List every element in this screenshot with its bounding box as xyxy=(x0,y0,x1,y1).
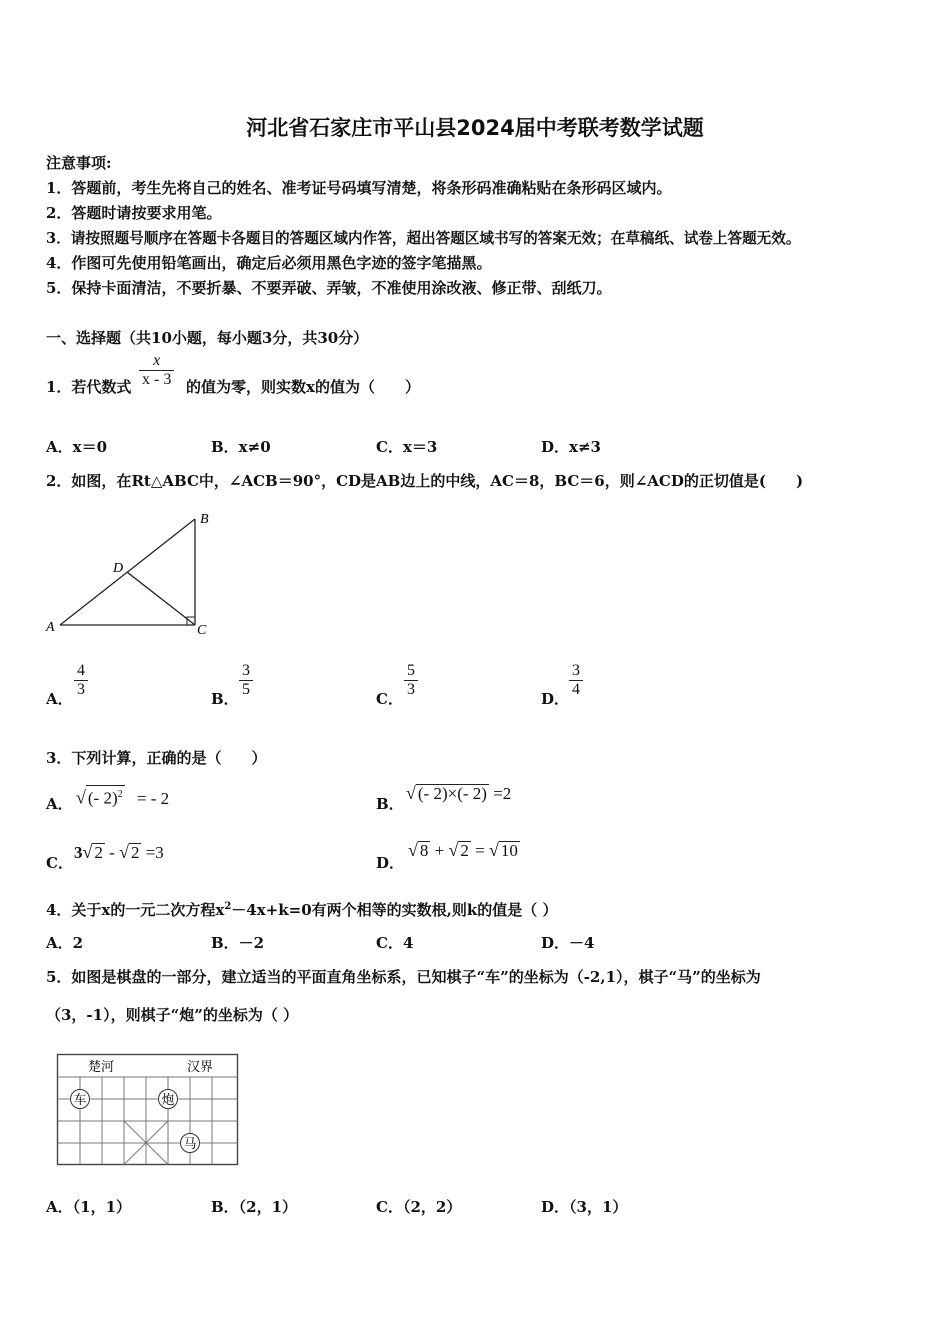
q1-option-a[interactable]: A．x＝0 xyxy=(46,438,108,456)
q4-option-d[interactable]: D．－4 xyxy=(541,934,595,952)
ma-label: 马 xyxy=(183,1136,197,1151)
coefficient: 3 xyxy=(74,843,83,862)
sqrt-symbol: √ xyxy=(406,783,416,803)
q4-suffix: －4x+k=0有两个相等的实数根,则k的值是（ ） xyxy=(231,901,558,919)
label-d: D xyxy=(113,561,124,576)
label-b: B xyxy=(200,512,209,527)
notice-item: 3．请按照题号顺序在答题卡各题目的答题区域内作答，超出答题区域书写的答案无效；在草稿纸、试卷上答题无效。 xyxy=(46,230,801,247)
radicand: 2 xyxy=(94,843,103,862)
q2-option-d-letter[interactable]: D． xyxy=(541,690,570,708)
frac-den: 4 xyxy=(569,680,583,699)
frac-den: 5 xyxy=(239,680,253,699)
q1-suffix: 的值为零，则实数x的值为（ ） xyxy=(186,378,420,396)
notice-item: 1．答题前，考生先将自己的姓名、准考证号码填写清楚，将条形码准确粘贴在条形码区域内。 xyxy=(46,179,672,197)
operator: - xyxy=(109,843,115,862)
sqrt-symbol: √ xyxy=(408,840,418,860)
q5-option-a[interactable]: A．（1，1） xyxy=(46,1198,132,1216)
q4-option-a[interactable]: A．2 xyxy=(46,934,84,952)
frac-num: 3 xyxy=(572,662,580,679)
q3-option-c-letter[interactable]: C． xyxy=(46,854,73,872)
label-c: C xyxy=(197,623,207,638)
notice-heading: 注意事项: xyxy=(46,154,112,172)
q3-option-b-letter[interactable]: B． xyxy=(376,795,404,813)
q3-option-b-expr xyxy=(406,783,511,804)
q2-option-b-letter[interactable]: B． xyxy=(211,690,239,708)
q5-option-b[interactable]: B．（2，1） xyxy=(211,1198,298,1216)
q3-option-c-expr xyxy=(74,842,164,863)
q1-option-b[interactable]: B．x≠0 xyxy=(211,438,271,456)
operator: + xyxy=(434,841,445,860)
sqrt-symbol: √ xyxy=(488,840,499,860)
q1-frac-den: x - 3 xyxy=(139,370,174,389)
radicand: (- 2)×(- 2) xyxy=(417,784,487,803)
q4-option-c[interactable]: C．4 xyxy=(376,934,414,952)
q5-option-d[interactable]: D．（3，1） xyxy=(541,1198,628,1216)
q1-option-d[interactable]: D．x≠3 xyxy=(541,438,601,456)
q2-option-a-letter[interactable]: A． xyxy=(46,690,73,708)
sqrt-symbol: √ xyxy=(76,787,86,808)
operator: = xyxy=(475,841,485,860)
chu-he-label: 楚河 xyxy=(88,1059,115,1074)
q3-option-a-letter[interactable]: A． xyxy=(46,795,73,813)
q4-option-b[interactable]: B．－2 xyxy=(211,934,265,952)
pao-label: 炮 xyxy=(161,1092,175,1107)
q5-option-c[interactable]: C．（2，2） xyxy=(376,1198,462,1216)
q4-prefix: 4．关于x的一元二次方程x xyxy=(46,901,225,919)
frac-den: 3 xyxy=(74,680,88,699)
q2-option-d-fraction xyxy=(569,662,583,699)
q2-text: 2．如图，在Rt△ABC中，∠ACB＝90°，CD是AB边上的中线，AC＝8，BC＝6，则∠ACD的正切值是( ) xyxy=(46,472,804,490)
q2-triangle-figure xyxy=(40,505,220,640)
sqrt-symbol: √ xyxy=(448,840,459,860)
expr-tail: = - 2 xyxy=(136,788,170,808)
label-a: A xyxy=(46,620,55,635)
q3-text: 3．下列计算，正确的是（ ） xyxy=(46,749,267,767)
q2-option-b-fraction xyxy=(239,662,253,699)
notice-item: 5．保持卡面清洁，不要折暴、不要弄破、弄皱，不准使用涂改液、修正带、刮纸刀。 xyxy=(46,279,612,297)
section-heading: 一、选择题（共10小题，每小题3分，共30分） xyxy=(46,329,369,347)
notice-item: 4．作图可先使用铅笔画出，确定后必须用黑色字迹的签字笔描黑。 xyxy=(46,254,492,272)
frac-num: 4 xyxy=(77,662,85,679)
q3-option-d-letter[interactable]: D． xyxy=(376,854,405,872)
che-label: 车 xyxy=(73,1092,87,1107)
frac-den: 3 xyxy=(404,680,418,699)
han-jie-label: 汉界 xyxy=(187,1059,214,1074)
radicand: (- 2) xyxy=(87,788,118,808)
q1-option-c[interactable]: C．x＝3 xyxy=(376,438,438,456)
segment-cd xyxy=(127,572,195,625)
radicand: 10 xyxy=(500,841,518,860)
q2-option-c-letter[interactable]: C． xyxy=(376,690,403,708)
expr-tail: =2 xyxy=(493,784,512,803)
radicand: 8 xyxy=(419,841,429,860)
exponent: 2 xyxy=(117,789,123,800)
q5-line2: （3，-1），则棋子“炮”的坐标为（ ） xyxy=(46,1006,299,1024)
q4-exponent: 2 xyxy=(224,901,232,912)
sqrt-symbol: √ xyxy=(119,842,129,862)
expr-tail: =3 xyxy=(145,843,164,862)
q4-text xyxy=(46,899,557,920)
q3-option-d-expr xyxy=(408,840,520,861)
q1-frac-num: x xyxy=(153,352,161,369)
page-title: 河北省石家庄市平山县2024届中考联考数学试题 xyxy=(246,116,704,140)
q5-line1: 5．如图是棋盘的一部分，建立适当的平面直角坐标系，已知棋子“车”的坐标为（-2,1），棋子“马”的坐标为 xyxy=(46,968,761,986)
q2-option-a-fraction xyxy=(74,662,88,699)
q2-option-c-fraction xyxy=(404,662,418,699)
radicand: 2 xyxy=(460,841,469,860)
q1-fraction xyxy=(139,352,174,389)
q5-chessboard-figure xyxy=(55,1052,241,1170)
notice-item: 2．答题时请按要求用笔。 xyxy=(46,204,222,222)
q3-option-a-expr xyxy=(76,785,169,809)
radicand: 2 xyxy=(130,843,140,862)
sqrt-symbol: √ xyxy=(82,842,93,862)
q1-prefix: 1．若代数式 xyxy=(46,378,132,396)
frac-num: 5 xyxy=(407,662,415,679)
frac-num: 3 xyxy=(242,662,250,679)
